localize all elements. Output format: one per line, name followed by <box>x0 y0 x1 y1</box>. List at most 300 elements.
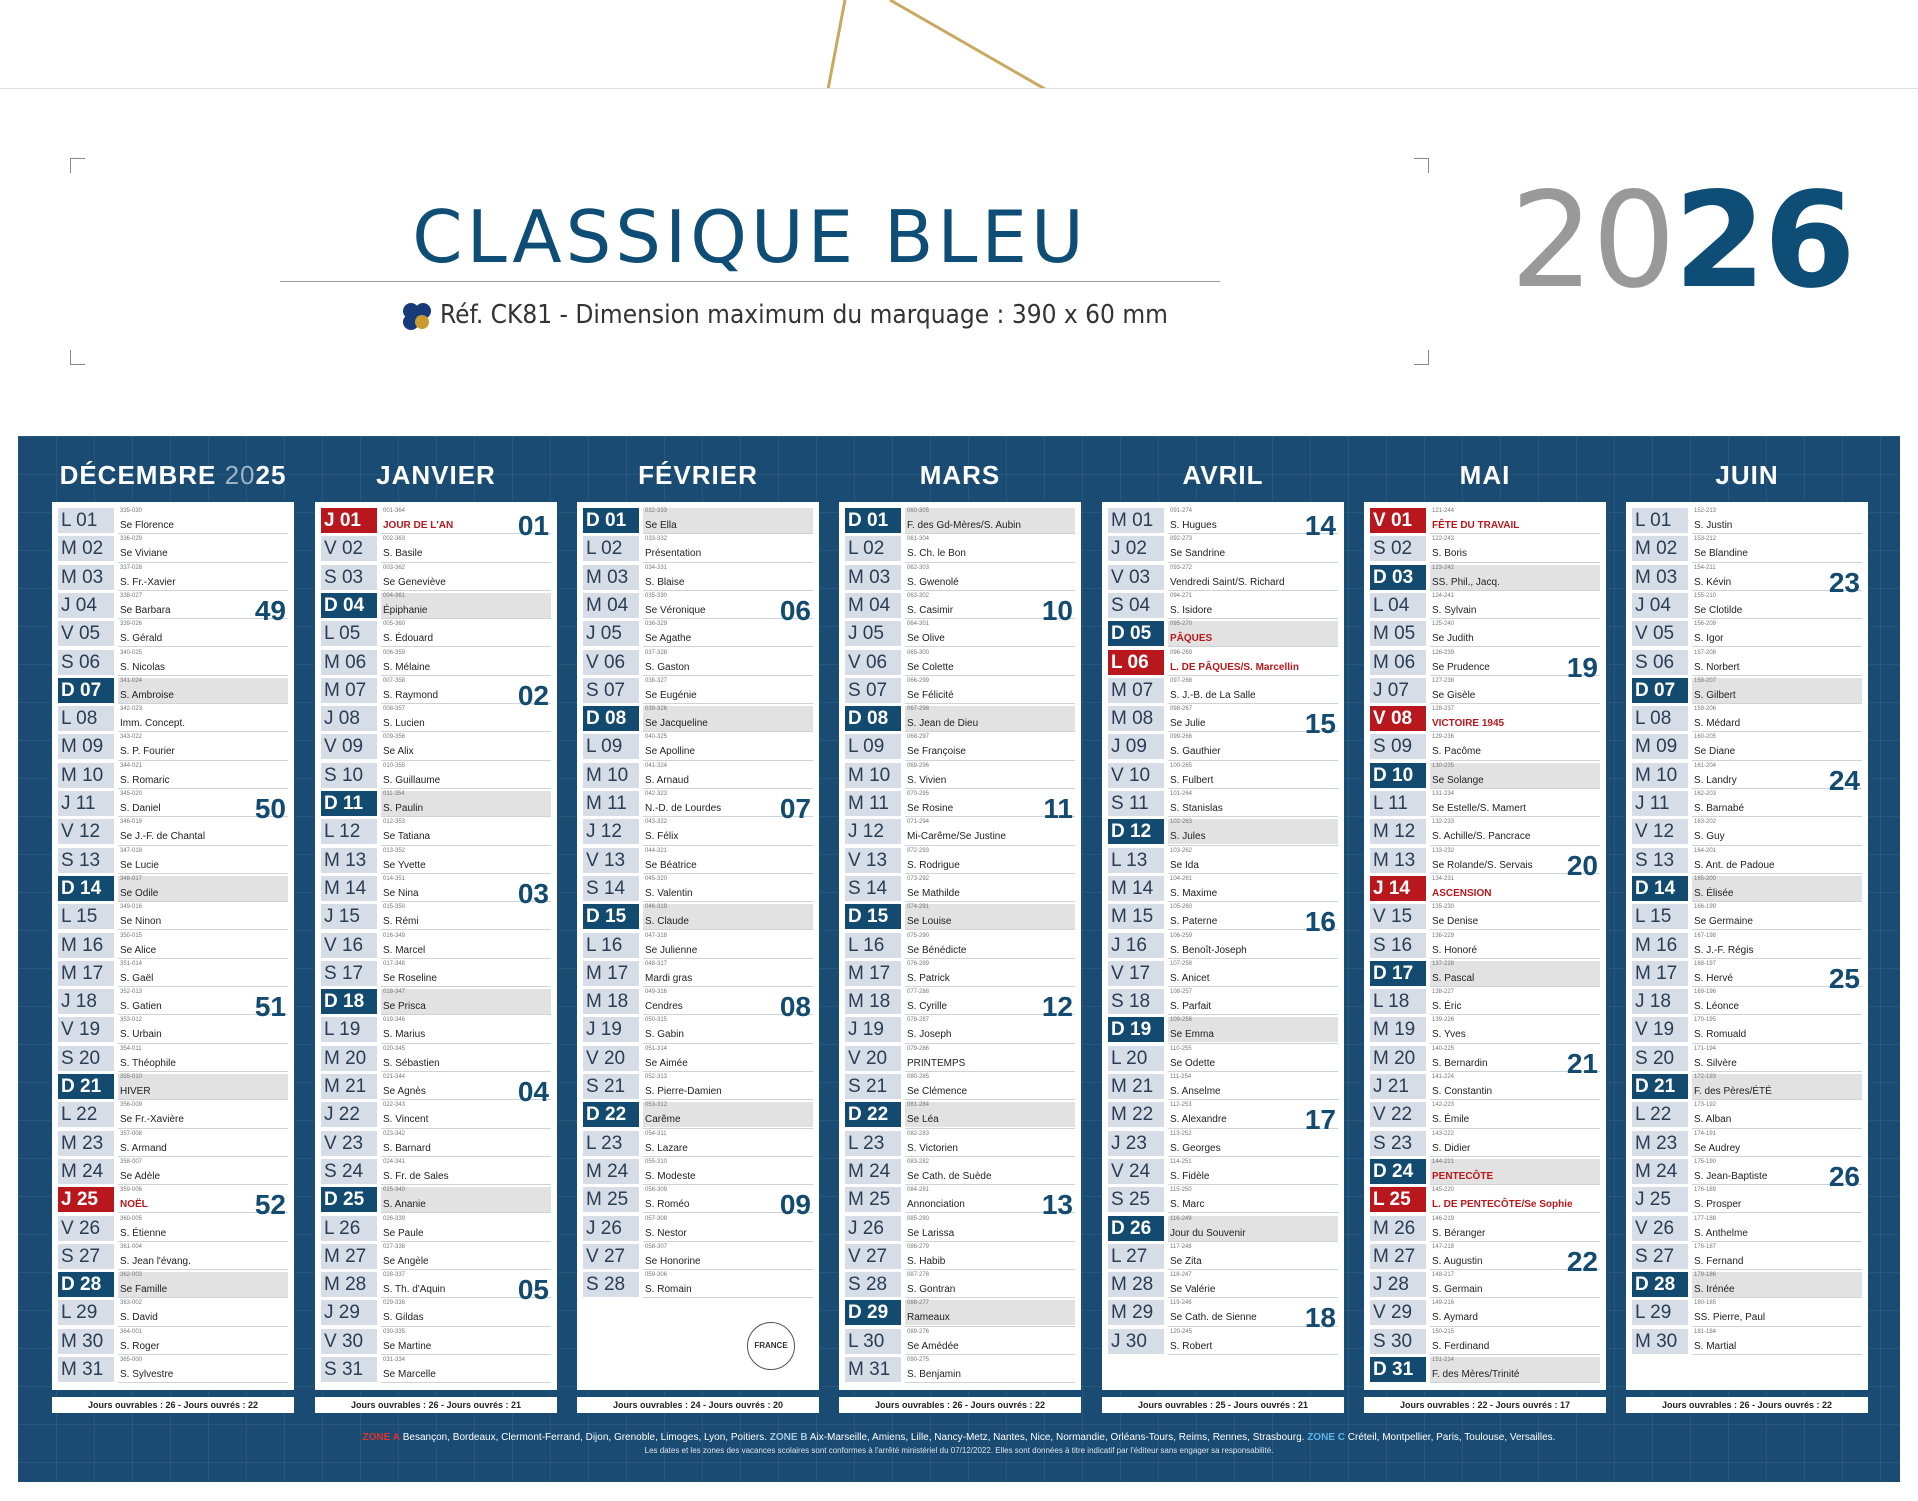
saint-name: S. Médard <box>1694 718 1741 730</box>
day-info <box>381 1131 551 1156</box>
saint-name: S. Anicet <box>1170 972 1210 984</box>
day-info <box>1430 763 1600 788</box>
day-number-code: 335-030 <box>120 508 143 514</box>
day-number-code: 032-333 <box>645 508 668 514</box>
day-info <box>905 763 1075 788</box>
day-info <box>1430 989 1600 1014</box>
day-label: V 27 <box>845 1244 901 1269</box>
saint-name: S. Benoît-Joseph <box>1170 944 1247 956</box>
day-number-code: 152-213 <box>1694 508 1717 514</box>
day-label: J 25 <box>1632 1187 1688 1212</box>
day-info <box>1168 848 1338 873</box>
day-number-code: 034-331 <box>645 564 668 571</box>
day-number-code: 057-308 <box>645 1215 668 1222</box>
month-name <box>839 460 1081 494</box>
day-row <box>577 761 819 789</box>
day-number-code: 024-341 <box>383 1158 406 1165</box>
day-label: M 11 <box>845 791 901 816</box>
day-row <box>52 761 294 789</box>
day-label: J 14 <box>1370 876 1426 901</box>
day-number-code: 023-342 <box>383 1130 406 1137</box>
day-label: D 28 <box>1632 1272 1688 1297</box>
month-days-box <box>577 502 819 1390</box>
day-label: V 10 <box>1108 763 1164 788</box>
day-row <box>1102 1015 1344 1043</box>
week-number: 05 <box>517 1274 549 1306</box>
month-name <box>577 460 819 494</box>
day-row <box>52 1298 294 1326</box>
day-label: L 23 <box>583 1131 639 1156</box>
day-label: D 01 <box>583 508 639 533</box>
saint-name: Épiphanie <box>383 604 428 616</box>
saint-name: Se Judith <box>1432 633 1474 645</box>
day-number-code: 123-242 <box>1432 564 1455 571</box>
day-row <box>577 874 819 902</box>
day-number-code: 140-225 <box>1432 1045 1455 1052</box>
day-info <box>381 1017 551 1042</box>
day-row <box>839 506 1081 534</box>
day-row <box>52 1100 294 1128</box>
day-row <box>1102 874 1344 902</box>
day-row <box>1626 534 1868 562</box>
day-label: M 21 <box>321 1074 377 1099</box>
saint-name: S. Rodrigue <box>907 859 960 871</box>
day-info <box>381 961 551 986</box>
saint-name: SS. Phil., Jacq. <box>1432 576 1500 588</box>
day-label: S 30 <box>1370 1329 1426 1354</box>
day-row <box>315 1044 557 1072</box>
day-label: V 26 <box>1632 1216 1688 1241</box>
saint-name: S. Gabin <box>645 1029 684 1041</box>
saint-name: S. Anselme <box>1170 1086 1221 1097</box>
day-label: J 26 <box>583 1216 639 1241</box>
saint-name: Se J.-F. de Chantal <box>120 831 206 843</box>
day-number-code: 054-311 <box>645 1130 667 1137</box>
day-number-code: 075-290 <box>907 932 930 939</box>
day-row <box>1626 619 1868 647</box>
day-label: L 02 <box>583 536 639 561</box>
month-days-box <box>1102 502 1344 1390</box>
day-info <box>118 508 288 533</box>
day-info <box>381 848 551 873</box>
day-row <box>52 931 294 959</box>
day-number-code: 142-223 <box>1432 1102 1455 1109</box>
day-number-code: 110-255 <box>1170 1045 1192 1052</box>
day-row <box>1626 1327 1868 1355</box>
day-info <box>643 565 813 590</box>
working-days-footer: Jours ouvrables : 22 - Jours ouvrés : 17 <box>1364 1397 1606 1413</box>
day-info <box>1168 1074 1338 1099</box>
week-number: 07 <box>779 793 811 824</box>
saint-name: S. Lazare <box>645 1142 688 1154</box>
day-row <box>1102 1214 1344 1242</box>
day-label: D 22 <box>845 1102 901 1127</box>
day-label: L 05 <box>321 621 377 646</box>
day-label: D 15 <box>845 904 901 929</box>
day-info <box>643 536 813 561</box>
day-number-code: 336-029 <box>120 536 143 543</box>
saint-name: S. Augustin <box>1432 1255 1483 1267</box>
day-row <box>839 1072 1081 1100</box>
day-number-code: 347-018 <box>120 847 143 854</box>
saint-name: Se Nina <box>383 887 419 899</box>
day-number-code: 103-262 <box>1170 847 1193 854</box>
day-number-code: 128-237 <box>1432 706 1455 713</box>
day-row <box>52 846 294 874</box>
day-number-code: 053-312 <box>645 1102 668 1109</box>
day-number-code: 351-014 <box>120 960 143 967</box>
day-row <box>577 1270 819 1298</box>
saint-name: S. Béranger <box>1432 1227 1486 1239</box>
day-info <box>643 1102 813 1127</box>
week-number: 04 <box>517 1076 549 1107</box>
day-label: J 12 <box>845 819 901 844</box>
week-number: 25 <box>1828 962 1860 994</box>
day-row <box>1626 1242 1868 1270</box>
saint-name: S. J.-F. Régis <box>1694 944 1754 956</box>
day-label: M 13 <box>1370 848 1426 873</box>
day-number-code: 065-300 <box>907 649 930 656</box>
day-number-code: 002-363 <box>383 536 406 543</box>
saint-name: S. Romuald <box>1694 1029 1747 1041</box>
saint-name: Se Paule <box>383 1227 424 1239</box>
saint-name: Se Tatiana <box>383 831 431 843</box>
day-number-code: 015-350 <box>383 904 406 911</box>
saint-name: Se Solange <box>1432 774 1484 786</box>
day-row <box>52 1129 294 1157</box>
day-label: D 12 <box>1108 819 1164 844</box>
saint-name: Annonciation <box>907 1199 965 1211</box>
day-number-code: 138-227 <box>1432 989 1455 996</box>
saint-name: S. Paterne <box>1170 916 1218 928</box>
day-info <box>1692 1216 1862 1241</box>
day-label: S 13 <box>58 848 114 873</box>
day-number-code: 072-293 <box>907 847 930 854</box>
day-info <box>1692 933 1862 958</box>
day-label: M 12 <box>1370 819 1426 844</box>
day-info <box>905 536 1075 561</box>
saint-name: Se Famille <box>120 1284 168 1296</box>
week-number: 50 <box>254 793 286 824</box>
day-info <box>1168 1017 1338 1042</box>
day-label: V 29 <box>1370 1300 1426 1325</box>
month-name <box>1102 460 1344 494</box>
week-number: 09 <box>779 1189 811 1221</box>
day-label: S 20 <box>1632 1046 1688 1071</box>
day-number-code: 168-197 <box>1694 960 1717 967</box>
day-info <box>118 678 288 703</box>
day-number-code: 126-239 <box>1432 649 1455 656</box>
day-number-code: 340-025 <box>120 649 143 656</box>
day-label: M 23 <box>1632 1131 1688 1156</box>
saint-name: Se Eugénie <box>645 689 697 701</box>
day-number-code: 049-316 <box>645 989 668 996</box>
day-info <box>1430 933 1600 958</box>
calendar-title: CLASSIQUE BLEU <box>412 195 1088 279</box>
day-number-code: 352-013 <box>120 989 143 996</box>
year-light: 20 <box>1510 164 1674 318</box>
saint-name: S. Gaël <box>120 972 154 984</box>
day-info <box>905 734 1075 759</box>
day-number-code: 001-364 <box>383 508 406 514</box>
saint-name: Se Martine <box>383 1340 432 1352</box>
day-number-code: 342-023 <box>120 706 143 713</box>
saint-name: Présentation <box>645 548 702 560</box>
day-info <box>1430 565 1600 590</box>
day-info <box>1692 1131 1862 1156</box>
day-label: M 16 <box>58 933 114 958</box>
day-label: L 16 <box>583 933 639 958</box>
day-number-code: 061-304 <box>907 536 930 543</box>
day-label: M 10 <box>845 763 901 788</box>
day-label: J 21 <box>1370 1074 1426 1099</box>
day-row <box>52 1044 294 1072</box>
day-number-code: 130-235 <box>1432 762 1455 769</box>
day-label: V 09 <box>321 734 377 759</box>
saint-name: Se Aimée <box>645 1057 688 1069</box>
saint-name: Se Blandine <box>1694 548 1748 560</box>
day-label: M 11 <box>583 791 639 816</box>
saint-name: Se Audrey <box>1694 1142 1741 1154</box>
day-label: L 16 <box>845 933 901 958</box>
day-label: J 05 <box>845 621 901 646</box>
saint-name: Se Jacqueline <box>645 718 708 730</box>
day-label: M 17 <box>583 961 639 986</box>
day-number-code: 343-022 <box>120 734 143 741</box>
day-row <box>839 648 1081 676</box>
day-info <box>905 1329 1075 1354</box>
day-label: D 22 <box>583 1102 639 1127</box>
day-label: M 29 <box>1108 1300 1164 1325</box>
day-row <box>52 959 294 987</box>
day-info <box>1168 791 1338 816</box>
day-info <box>118 933 288 958</box>
day-label: V 20 <box>583 1046 639 1071</box>
day-number-code: 036-329 <box>645 621 668 628</box>
day-number-code: 027-338 <box>383 1243 406 1250</box>
day-label: L 26 <box>321 1216 377 1241</box>
day-number-code: 155-210 <box>1694 592 1717 599</box>
month-column <box>52 460 294 1410</box>
day-row <box>1364 1100 1606 1128</box>
day-row <box>52 676 294 704</box>
saint-name: S. Victorien <box>907 1142 958 1154</box>
day-label: S 20 <box>58 1046 114 1071</box>
day-number-code: 093-272 <box>1170 564 1193 571</box>
zones-line <box>18 1432 1900 1443</box>
week-number: 22 <box>1566 1245 1598 1277</box>
day-label: V 23 <box>321 1131 377 1156</box>
day-label: M 17 <box>58 961 114 986</box>
day-info <box>1692 1102 1862 1127</box>
day-info <box>1430 1216 1600 1241</box>
day-info <box>643 1244 813 1269</box>
day-row <box>315 1015 557 1043</box>
month-name <box>1364 460 1606 494</box>
day-label: S 27 <box>1632 1244 1688 1269</box>
day-rule <box>1168 1354 1338 1355</box>
saint-name: S. Landry <box>1694 774 1737 786</box>
day-number-code: 364-001 <box>120 1328 143 1335</box>
day-label: S 11 <box>1108 791 1164 816</box>
day-row <box>1626 931 1868 959</box>
day-info <box>381 819 551 844</box>
day-row <box>577 648 819 676</box>
day-row <box>1626 874 1868 902</box>
day-info <box>643 1074 813 1099</box>
day-info <box>1692 508 1862 533</box>
saint-name: S. Ch. le Bon <box>907 548 966 560</box>
day-label: M 17 <box>845 961 901 986</box>
day-label: L 19 <box>321 1017 377 1042</box>
day-row <box>1102 1157 1344 1185</box>
day-label: D 24 <box>1370 1159 1426 1184</box>
saint-name: F. des Pères/ÉTÉ <box>1694 1086 1772 1097</box>
day-label: D 08 <box>845 706 901 731</box>
day-number-code: 070-295 <box>907 791 930 797</box>
saint-name: Se Diane <box>1694 746 1736 758</box>
saint-name: Se Roseline <box>383 972 437 984</box>
day-info <box>1692 734 1862 759</box>
day-info <box>643 1131 813 1156</box>
day-label: S 28 <box>845 1272 901 1297</box>
day-number-code: 104-261 <box>1170 875 1193 882</box>
saint-name: S. Igor <box>1694 633 1724 645</box>
day-label: M 28 <box>321 1272 377 1297</box>
day-info <box>1168 678 1338 703</box>
day-number-code: 166-199 <box>1694 904 1717 911</box>
day-info <box>381 1329 551 1354</box>
day-label: M 14 <box>1108 876 1164 901</box>
day-number-code: 365-000 <box>120 1357 143 1363</box>
saint-name: S. Romain <box>645 1284 692 1296</box>
saint-name: S. Kévin <box>1694 576 1732 588</box>
day-number-code: 047-318 <box>645 932 668 939</box>
day-info <box>1168 961 1338 986</box>
day-row <box>315 1327 557 1355</box>
working-days-footer: Jours ouvrables : 25 - Jours ouvrés : 21 <box>1102 1397 1344 1413</box>
saint-name: S. Nestor <box>645 1227 687 1239</box>
day-label: D 21 <box>1632 1074 1688 1099</box>
day-row <box>315 1129 557 1157</box>
day-number-code: 067-298 <box>907 706 930 713</box>
day-info <box>381 621 551 646</box>
day-row <box>1626 506 1868 534</box>
day-row <box>1626 1270 1868 1298</box>
day-number-code: 081-284 <box>907 1102 930 1109</box>
day-row <box>1102 959 1344 987</box>
saint-name: F. des Gd-Mères/S. Aubin <box>907 520 1021 531</box>
day-number-code: 176-189 <box>1694 1187 1717 1194</box>
day-row <box>1102 619 1344 647</box>
day-number-code: 077-288 <box>907 989 930 996</box>
day-row <box>839 874 1081 902</box>
day-info <box>381 763 551 788</box>
day-row <box>577 563 819 591</box>
saint-name: Carême <box>645 1114 681 1126</box>
saint-name: S. Boris <box>1432 548 1468 560</box>
saint-name: Se Denise <box>1432 916 1479 928</box>
day-row <box>1102 1185 1344 1213</box>
day-label: V 01 <box>1370 508 1426 533</box>
day-number-code: 031-334 <box>383 1357 406 1363</box>
day-label: S 17 <box>321 961 377 986</box>
month-year-bold: 25 <box>255 460 287 490</box>
day-row <box>1102 846 1344 874</box>
day-label: D 21 <box>58 1074 114 1099</box>
day-row <box>577 959 819 987</box>
day-number-code: 141-224 <box>1432 1074 1455 1080</box>
crop-mark <box>70 350 85 365</box>
day-number-code: 359-006 <box>120 1187 143 1194</box>
saint-name: Se Amédée <box>907 1340 959 1352</box>
day-label: L 29 <box>1632 1300 1688 1325</box>
day-row <box>1364 817 1606 845</box>
day-info <box>118 1244 288 1269</box>
day-number-code: 102-263 <box>1170 819 1193 826</box>
saint-name: S. Isidore <box>1170 604 1213 616</box>
saint-name: S. Mélaine <box>383 661 431 673</box>
month-days-box <box>1626 502 1868 1390</box>
day-label: V 16 <box>321 933 377 958</box>
week-number: 51 <box>254 991 286 1023</box>
day-number-code: 059-306 <box>645 1272 668 1279</box>
day-info <box>1168 650 1338 675</box>
day-number-code: 135-230 <box>1432 904 1455 911</box>
day-number-code: 120-245 <box>1170 1328 1193 1335</box>
day-label: V 19 <box>1632 1017 1688 1042</box>
day-number-code: 092-273 <box>1170 536 1193 543</box>
day-number-code: 121-244 <box>1432 508 1455 514</box>
day-number-code: 005-360 <box>383 621 406 628</box>
day-row <box>577 534 819 562</box>
day-label: S 21 <box>845 1074 901 1099</box>
day-label: M 16 <box>1632 933 1688 958</box>
day-label: M 15 <box>1108 904 1164 929</box>
saint-name: S. Marc <box>1170 1199 1205 1211</box>
day-number-code: 362-003 <box>120 1272 143 1279</box>
saint-name: Imm. Concept. <box>120 718 186 730</box>
day-row <box>1102 676 1344 704</box>
saint-name: S. Jean l'évang. <box>120 1255 191 1267</box>
saint-name: Se Zita <box>1170 1255 1202 1267</box>
saint-name: Se Honorine <box>645 1255 701 1267</box>
day-info <box>118 1357 288 1382</box>
day-number-code: 028-337 <box>383 1272 406 1279</box>
day-label: L 18 <box>1370 989 1426 1014</box>
saint-name: S. Germain <box>1432 1284 1483 1296</box>
saint-name: Se Emma <box>1170 1029 1214 1041</box>
day-row <box>577 676 819 704</box>
day-label: V 26 <box>58 1216 114 1241</box>
saint-name: S. Benjamin <box>907 1369 961 1380</box>
day-number-code: 069-296 <box>907 762 930 769</box>
day-info <box>1692 1300 1862 1325</box>
day-info <box>905 876 1075 901</box>
day-label: V 30 <box>321 1329 377 1354</box>
day-number-code: 010-355 <box>383 762 406 769</box>
day-info <box>118 904 288 929</box>
day-row <box>1626 704 1868 732</box>
day-info <box>1430 1329 1600 1354</box>
day-label: M 24 <box>58 1159 114 1184</box>
week-number: 01 <box>517 510 549 541</box>
day-label: J 19 <box>845 1017 901 1042</box>
day-info <box>1430 1131 1600 1156</box>
day-info <box>1692 536 1862 561</box>
day-number-code: 025-340 <box>383 1187 406 1194</box>
day-number-code: 162-203 <box>1694 791 1717 797</box>
